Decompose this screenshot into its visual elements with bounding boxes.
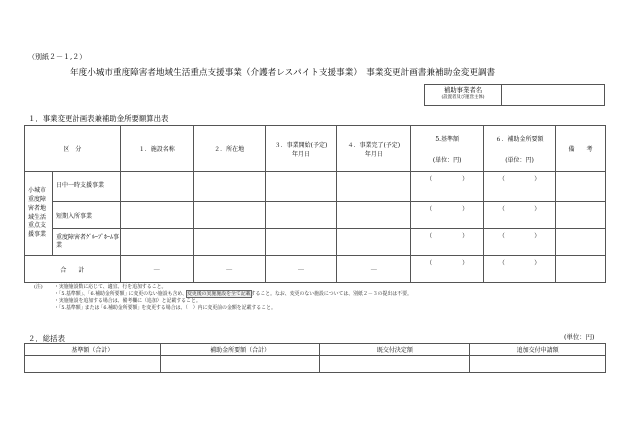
- header-facility-name: １．施設名称: [120, 126, 193, 172]
- summary-subsidy-total-cell[interactable]: [160, 356, 320, 373]
- facility-name-cell[interactable]: [120, 172, 193, 202]
- address-cell[interactable]: [193, 202, 265, 229]
- total-dash: ―: [337, 256, 411, 283]
- total-dash: ―: [265, 256, 337, 283]
- total-row: [25, 256, 606, 283]
- operator-sub: (設置者及び運営主体): [441, 94, 485, 100]
- page-title: 年度小城市重度障害者地域生活重点支援事業（介護者レスパイト支援事業） 事業変更計画書兼補助金変更調書: [70, 68, 496, 78]
- header-end-date-line1: ４．事業完了(予定): [347, 141, 401, 149]
- start-date-cell[interactable]: [265, 172, 337, 202]
- paren-close: ）: [534, 176, 541, 183]
- header-subsidy-amount-label: ６．補助金所要額: [495, 135, 544, 143]
- address-cell[interactable]: [193, 229, 265, 256]
- header-start-date-line1: ３．事業開始(予定): [274, 141, 328, 149]
- table-row: [25, 172, 606, 202]
- paren-close: ）: [462, 206, 469, 213]
- summary-header: 追加交付申請額: [470, 344, 606, 356]
- remarks-cell[interactable]: [555, 229, 605, 256]
- header-start-date-line2: 年月日: [291, 150, 310, 158]
- total-dash: ―: [120, 256, 193, 283]
- header-base-amount-unit: (単位：円): [432, 156, 462, 164]
- subsidy-amount-cell[interactable]: [484, 229, 556, 256]
- group-label: 小城市重度障害者地域生活重点支援事業: [25, 172, 53, 256]
- paren-open: （: [498, 176, 505, 183]
- total-base-amount-cell[interactable]: [411, 256, 484, 283]
- header-base-amount-label: 5.基準額: [435, 135, 460, 143]
- row-label: 日中一時支援事業: [52, 172, 120, 202]
- facility-name-cell[interactable]: [120, 229, 193, 256]
- form-label: （別紙２－１,２）: [28, 53, 87, 61]
- paren-open: （: [498, 260, 505, 267]
- summary-additional-cell[interactable]: [470, 356, 606, 373]
- subsidy-amount-cell[interactable]: [484, 172, 556, 202]
- paren-open: （: [426, 176, 433, 183]
- base-amount-cell[interactable]: [411, 229, 484, 256]
- note-line-4: ・｢5.基準額｣ または ｢6.補助金所要額｣ を変更する場合は、（ ）内に変更前の金額を記載すること。: [54, 305, 276, 312]
- header-remarks: 備 考: [555, 126, 605, 172]
- remarks-cell[interactable]: [555, 202, 605, 229]
- address-cell[interactable]: [193, 172, 265, 202]
- facility-name-cell[interactable]: [120, 202, 193, 229]
- paren-close: ）: [462, 233, 469, 240]
- notes-head: (注): [34, 284, 43, 290]
- total-label: 合 計: [25, 256, 121, 283]
- paren-close: ）: [462, 176, 469, 183]
- operator-name-field[interactable]: [502, 85, 604, 105]
- base-amount-cell[interactable]: [411, 202, 484, 229]
- row-label: 重度障害者ｸﾞﾙｰﾌﾟﾎｰﾑ事業: [52, 229, 120, 256]
- row-label: 短期入所事業: [52, 202, 120, 229]
- paren-open: （: [426, 233, 433, 240]
- end-date-cell[interactable]: [337, 229, 411, 256]
- header-base-amount: [411, 126, 484, 172]
- summary-granted-cell[interactable]: [320, 356, 470, 373]
- header-subsidy-amount-unit: (単位：円): [505, 156, 534, 164]
- start-date-cell[interactable]: [265, 202, 337, 229]
- operator-box: [424, 84, 605, 106]
- paren-close: ）: [534, 233, 541, 240]
- header-subsidy-amount: [484, 126, 556, 172]
- summary-header: 基準額（合計）: [25, 344, 161, 356]
- header-start-date: [265, 126, 337, 172]
- note-line-2-highlight: 変更後の実施施設を全て記載: [186, 291, 251, 298]
- section2-heading: ２．総括表: [28, 334, 65, 343]
- start-date-cell[interactable]: [265, 229, 337, 256]
- operator-label: 補助事業者名: [443, 86, 483, 94]
- summary-base-total-cell[interactable]: [25, 356, 161, 373]
- remarks-cell[interactable]: [555, 172, 605, 202]
- table-row: [25, 202, 606, 229]
- header-end-date: [337, 126, 411, 172]
- note-line-2-start: ・｢5.基準額｣、｢6.補助金所要額｣ に変更のない施設も含め、: [54, 291, 187, 298]
- total-remarks-cell[interactable]: [555, 256, 605, 283]
- paren-open: （: [498, 233, 505, 240]
- total-subsidy-amount-cell[interactable]: [484, 256, 556, 283]
- notes-block: [54, 284, 412, 312]
- header-end-date-line2: 年月日: [364, 150, 383, 158]
- paren-close: ）: [534, 206, 541, 213]
- paren-open: （: [426, 206, 433, 213]
- paren-close: ）: [534, 260, 541, 267]
- total-dash: ―: [193, 256, 265, 283]
- section1-heading: １．事業変更計画表兼補助金所要額算出表: [28, 114, 169, 123]
- note-line-3: ・実施施設を追加する場合は、備考欄に（追加）と記載すること。: [54, 298, 201, 305]
- end-date-cell[interactable]: [337, 202, 411, 229]
- summary-header: 既交付決定額: [320, 344, 470, 356]
- paren-open: （: [498, 206, 505, 213]
- subsidy-amount-cell[interactable]: [484, 202, 556, 229]
- paren-close: ）: [462, 260, 469, 267]
- summary-header: 補助金所要額（合計）: [160, 344, 320, 356]
- note-line-2-end: すること。なお、変更のない施設については、別紙２－３の提出は不要。: [250, 291, 412, 298]
- header-category: 区 分: [25, 126, 121, 172]
- header-address: ２．所在地: [193, 126, 265, 172]
- plan-table: [24, 125, 606, 283]
- summary-table: [24, 343, 606, 373]
- section2-unit: (単位：円): [564, 333, 595, 341]
- base-amount-cell[interactable]: [411, 172, 484, 202]
- paren-open: （: [426, 260, 433, 267]
- end-date-cell[interactable]: [337, 172, 411, 202]
- table-row: [25, 229, 606, 256]
- note-line-1: ・実施施設数に応じて、適宜、行を追加すること。: [54, 284, 167, 290]
